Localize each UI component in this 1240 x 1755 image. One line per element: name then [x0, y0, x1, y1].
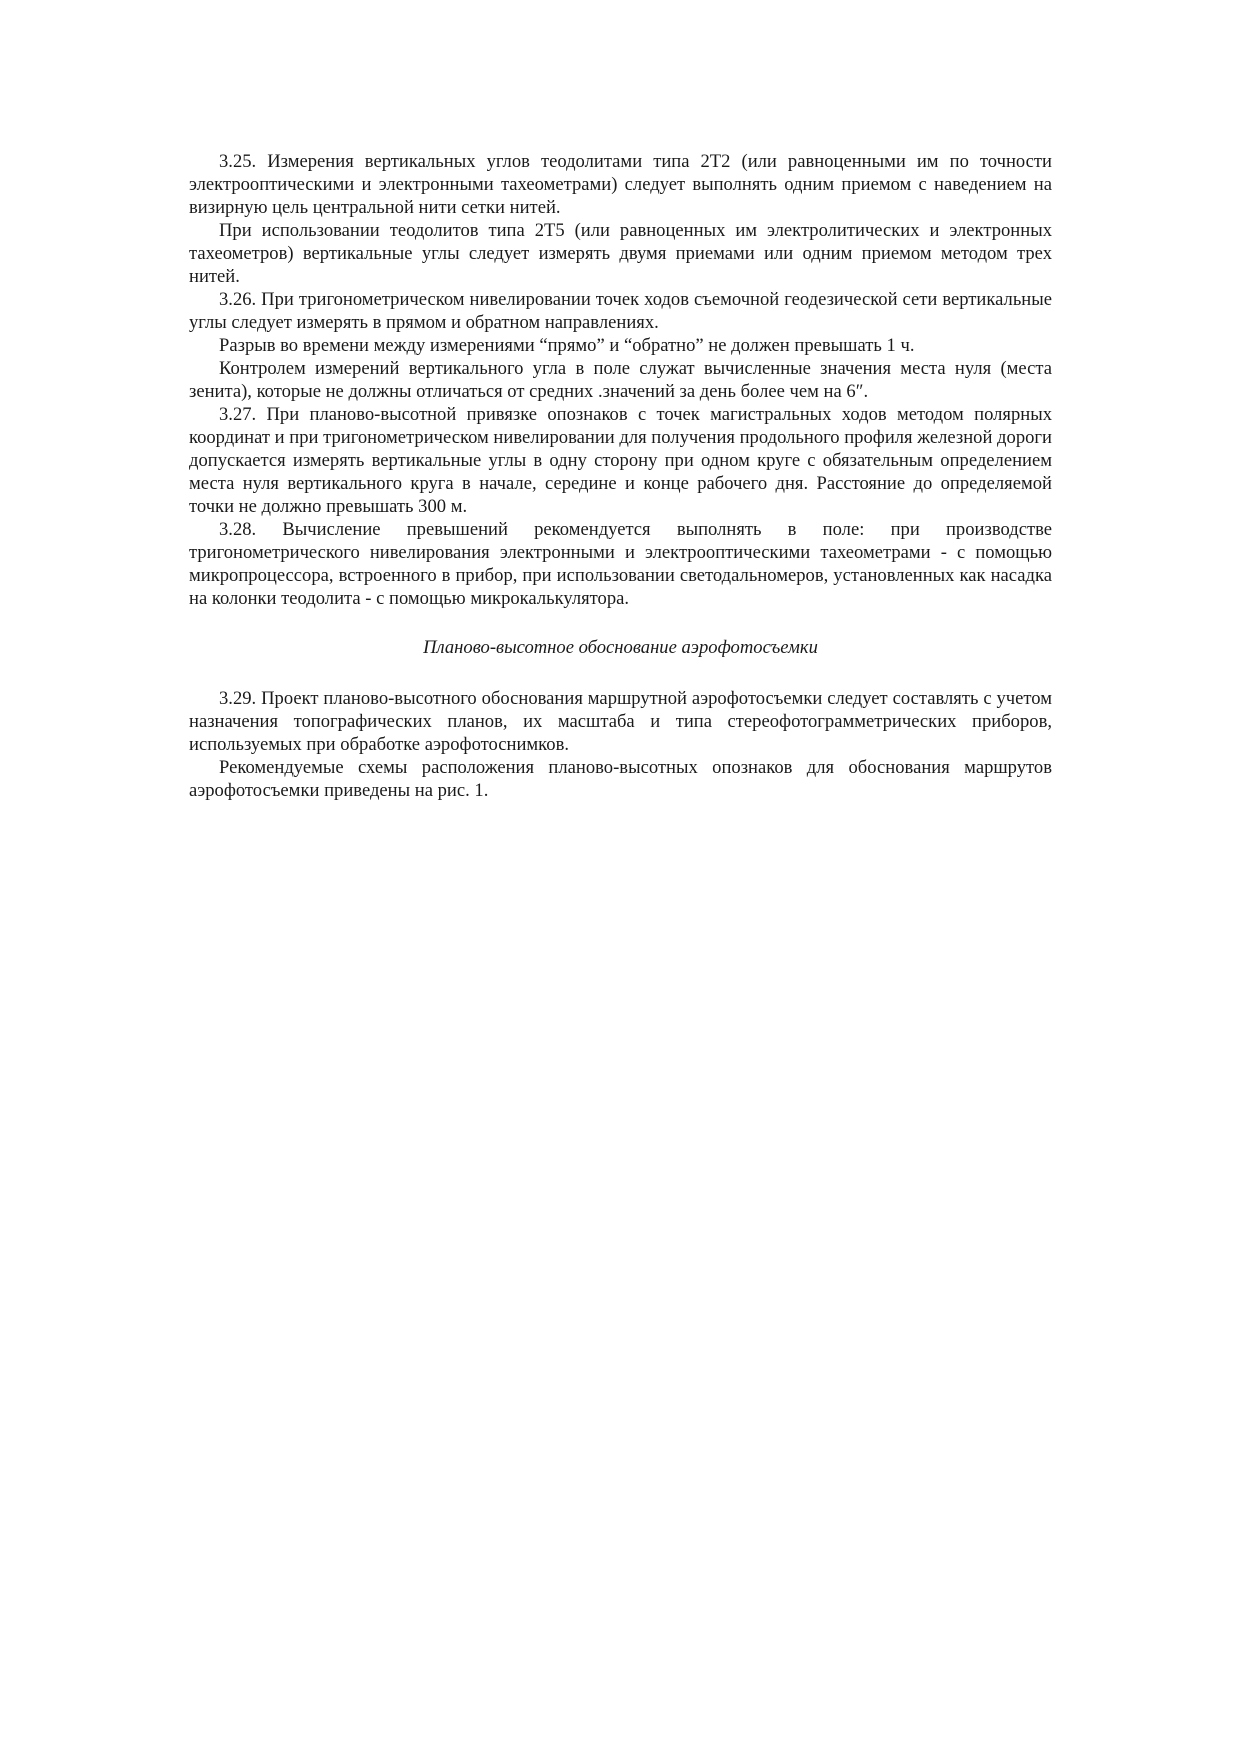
paragraph-zero-place-control: Контролем измерений вертикального угла в поле служат вычисленные значения места нуля (места зенита), которые не должны отличаться от средних .значений за день более чем на 6″. [189, 358, 1052, 402]
paragraph-2t5-theodolites: При использовании теодолитов типа 2Т5 (или равноценных им электролитических и электронных тахеометров) вертикальные углы следует измерять двумя приемами или одним приемом методом трех нитей. [189, 220, 1052, 287]
paragraph-time-gap: Разрыв во времени между измерениями “прямо” и “обратно” не должен превышать 1 ч. [219, 335, 915, 356]
paragraph-3-28: 3.28. Вычисление превышений рекомендуется выполнять в поле: при производстве тригонометрического нивелирования электронными и электрооптическими тахеометрами - с помощью микропроцессора, встроенного в прибор, при использовании светодальномеров, установленных как насадка на колонки теодолита - с помощью микрокалькулятора. [189, 519, 1052, 609]
paragraph-3-29: 3.29. Проект планово-высотного обоснования маршрутной аэрофотосъемки следует составлять с учетом назначения топографических планов, их масштаба и типа стереофотограмметрических приборов, используемых при обработке аэрофотоснимков. [189, 688, 1052, 755]
paragraph-3-26: 3.26. При тригонометрическом нивелировании точек ходов съемочной геодезической сети вертикальные углы следует измерять в прямом и обратном направлениях. [189, 289, 1052, 333]
section-heading: Планово-высотное обоснование аэрофотосъемки [423, 637, 818, 658]
document-page [189, 150, 1052, 802]
paragraph-3-25: 3.25. Измерения вертикальных углов теодолитами типа 2Т2 (или равноценными им по точности электрооптическими и электронными тахеометрами) следует выполнять одним приемом с наведением на визирную цель центральной нити сетки нитей. [189, 151, 1052, 218]
paragraph-3-27: 3.27. При планово-высотной привязке опознаков с точек магистральных ходов методом полярных координат и при тригонометрическом нивелировании для получения продольного профиля железной дороги допускается измерять вертикальные углы в одну сторону при одном круге с обязательным определением места нуля вертикального круга в начале, середине и конце рабочего дня. Расстояние до определяемой точки не должно превышать 300 м. [189, 404, 1052, 517]
paragraph-recommended-schemes: Рекомендуемые схемы расположения планово-высотных опознаков для обоснования маршрутов аэрофотосъемки приведены на рис. 1. [189, 757, 1052, 801]
